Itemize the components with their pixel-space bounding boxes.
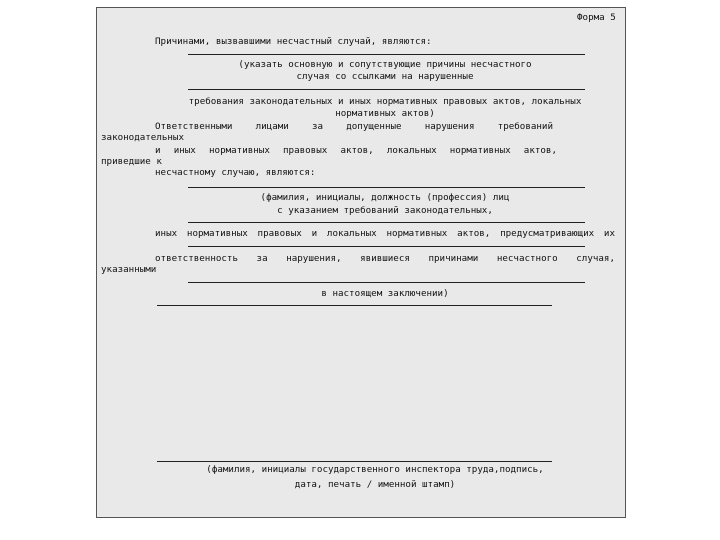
causes-hint-4: нормативных актов) — [335, 108, 435, 119]
causes-hint-3: требования законодательных и иных нормативных правовых актов, локальных — [188, 96, 582, 107]
causes-blank-line — [188, 54, 585, 55]
causes-blank-line — [188, 89, 585, 90]
responsible-text-5: несчастному случаю, являются: — [155, 167, 316, 178]
responsible-text-7: ответственность за нарушения, явившиеся причинами несчастного случая, — [155, 253, 615, 264]
signature-hint-2: дата, печать / именной штамп) — [294, 479, 456, 490]
responsible-hint-2: с указанием требований законодательных, — [277, 205, 493, 216]
signature-line — [157, 461, 552, 462]
form-number: Форма 5 — [577, 12, 616, 23]
responsible-hint-3: в настоящем заключении) — [321, 288, 449, 299]
causes-hint-2: случая со ссылками на нарушенные — [296, 71, 474, 82]
responsible-blank-line — [188, 222, 585, 223]
responsible-hint-1: (фамилия, инициалы, должность (профессия) лиц — [260, 192, 510, 203]
responsible-blank-line — [188, 246, 585, 247]
responsible-blank-line — [188, 282, 585, 283]
causes-intro: Причинами, вызвавшими несчастный случай, являются: — [155, 36, 432, 47]
responsible-text-8: указанными — [101, 264, 157, 275]
responsible-text-3: и иных нормативных правовых актов, локальных нормативных актов, — [155, 145, 557, 156]
causes-hint-1: (указать основную и сопутствующие причины несчастного — [238, 59, 532, 70]
responsible-text-4: приведшие к — [101, 156, 162, 167]
responsible-text-2: законодательных — [101, 132, 184, 143]
responsible-closing-line — [157, 305, 552, 306]
responsible-text-6: иных нормативных правовых и локальных нормативных актов, предусматривающих их — [155, 228, 615, 239]
responsible-text-1: Ответственными лицами за допущенные нарушения требований — [155, 121, 553, 132]
signature-hint-1: (фамилия, инициалы государственного инспектора труда,подпись, — [206, 464, 544, 475]
responsible-blank-line — [188, 187, 585, 188]
